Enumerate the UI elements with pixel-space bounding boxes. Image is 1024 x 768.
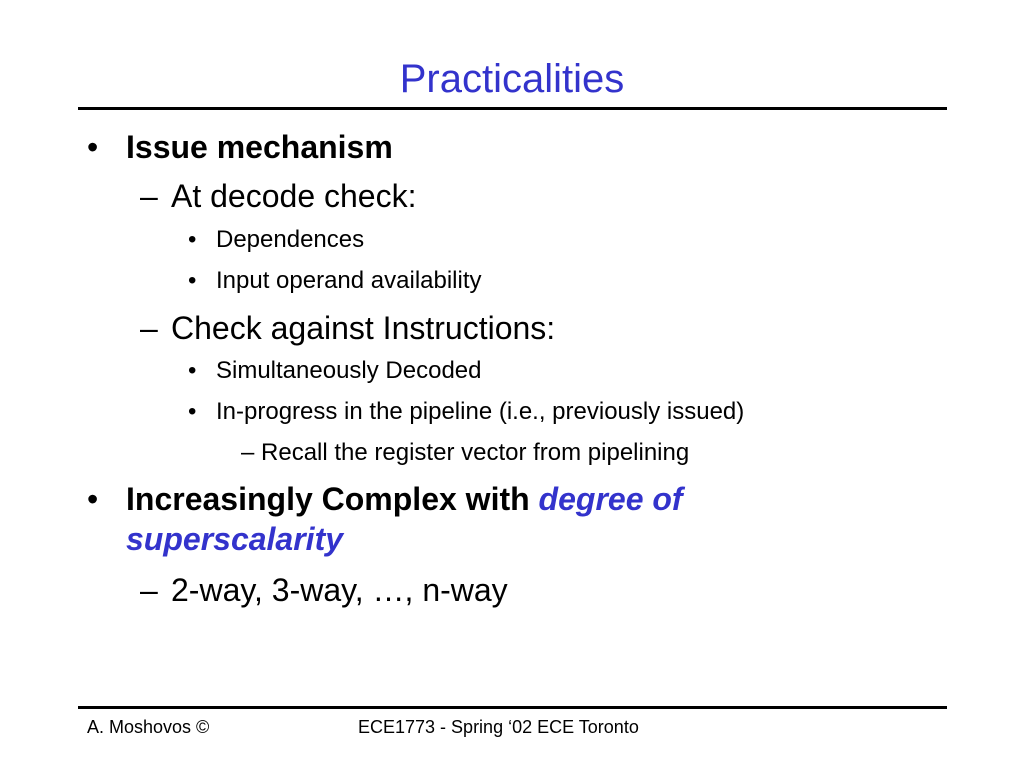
- sub-way-list: 2-way, 3-way, …, n-way: [171, 572, 508, 608]
- dash-marker: –: [140, 178, 158, 214]
- bullet-marker: •: [87, 481, 99, 517]
- bullet-marker: •: [188, 357, 197, 384]
- item-input-operand-availability: Input operand availability: [216, 267, 482, 294]
- item-dependences: Dependences: [216, 226, 365, 253]
- footer-divider: [78, 706, 947, 709]
- bullet-marker: •: [87, 129, 99, 165]
- slide-title: Practicalities: [399, 57, 625, 101]
- footer-author: A. Moshovos ©: [87, 717, 210, 737]
- sub-at-decode-check: At decode check:: [171, 178, 417, 214]
- bullet-marker: •: [188, 226, 197, 253]
- sub-check-against-instructions: Check against Instructions:: [171, 310, 556, 346]
- bullet-increasingly-complex: [126, 480, 683, 518]
- bullet-marker: •: [188, 398, 197, 425]
- emphasis-superscalarity: superscalarity: [126, 521, 344, 557]
- item-recall-register-vector: – Recall the register vector from pipelining: [241, 439, 690, 466]
- bullet-issue-mechanism: Issue mechanism: [126, 129, 393, 165]
- footer-course: ECE1773 - Spring ‘02 ECE Toronto: [358, 717, 639, 737]
- item-simultaneously-decoded: Simultaneously Decoded: [216, 357, 482, 384]
- emphasis-degree-of: degree of: [538, 481, 683, 517]
- item-in-progress-pipeline: In-progress in the pipeline (i.e., previously issued): [216, 398, 745, 425]
- dash-marker: –: [140, 310, 158, 346]
- bullet-marker: •: [188, 267, 197, 294]
- dash-marker: –: [140, 572, 158, 608]
- bullet-increasingly-complex-text: Increasingly Complex with: [126, 481, 539, 517]
